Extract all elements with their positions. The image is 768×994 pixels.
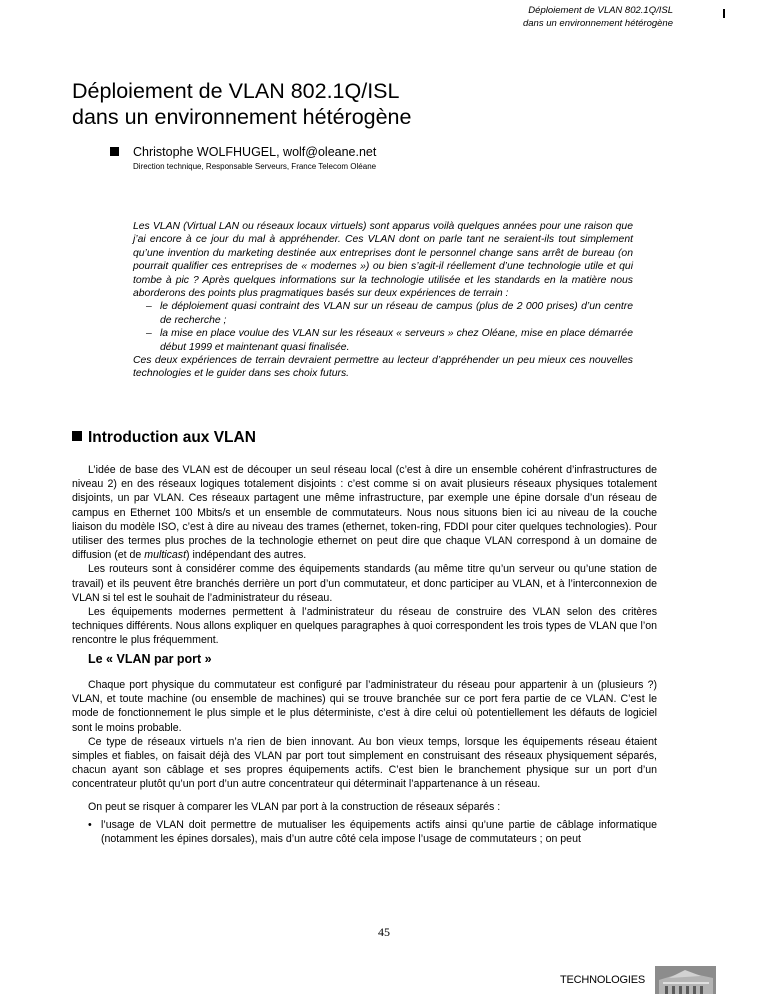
building-logo-icon <box>655 966 716 994</box>
abstract-list-item-text: la mise en place voulue des VLAN sur les réseaux « serveurs » chez Oléane, mise en place démarrée début 1999 et maintenant quasi finalisée. <box>160 328 633 353</box>
list-item-text: l’usage de VLAN doit permettre de mutualiser les équipements actifs ainsi qu’une partie de câblage informatique (notamment les épines dorsales), mais d’un autre côté cela impose l’usage de commutateurs ; on peut <box>101 819 657 846</box>
paper-title-line-1: Déploiement de VLAN 802.1Q/ISL <box>72 79 400 103</box>
paragraph: Chaque port physique du commutateur est configuré par l’administrateur du réseau pour appartenir à un (plusieurs ?) VLAN, et toute machine (ou ensemble de machines) qui se trouve branchée sur ce port fera partie de ce VLAN. C’est le mode de fonctionnement le plus simple et le plus déterministe, c’est à dire celui où potentiellement les défauts de logiciel sont le moins probable. <box>72 679 657 734</box>
running-head-line-1: Déploiement de VLAN 802.1Q/ISL <box>528 5 673 16</box>
abstract <box>133 220 633 381</box>
running-head <box>393 4 673 30</box>
abstract-list <box>133 300 633 354</box>
abstract-conclusion: Ces deux expériences de terrain devraient permettre au lecteur d’appréhender un peu mieux ces nouvelles technologies et le guider dans ses choix futurs. <box>133 355 633 380</box>
dash-icon: – <box>146 301 152 313</box>
dash-icon: – <box>146 328 152 340</box>
author-name: Christophe WOLFHUGEL, wolf@oleane.net <box>133 145 377 159</box>
section-heading <box>72 429 256 447</box>
abstract-intro: Les VLAN (Virtual LAN ou réseaux locaux virtuels) sont apparus voilà quelques années pour une raison que j’ai encore à ce jour du mal à appréhender. Ces VLAN dont on parle tant ne seraient-ils tout simplement qu’une invention du marketing destinée aux entreprises dont le personnel change sans arrêt de bureau (on pourrait qualifier ces entreprises de « modernes ») ou bien s’agit-il réellement d’une technologie utile et qui tombe à pic ? Après quelques informations sur la technologie utilisée et les standards en la matière nous aborderons des points plus pragmatiques basés sur deux expériences de terrain : <box>133 221 633 300</box>
list-item <box>72 818 657 846</box>
section-heading-text: Introduction aux VLAN <box>88 429 256 446</box>
abstract-list-item-text: le déploiement quasi contraint des VLAN sur un réseau de campus (plus de 2 000 prises) d’un centre de recherche ; <box>160 301 633 326</box>
running-head-line-2: dans un environnement hétérogène <box>522 18 673 29</box>
paper-title-line-2: dans un environnement hétérogène <box>72 105 412 129</box>
author-affiliation: Direction technique, Responsable Serveurs, France Telecom Oléane <box>133 162 377 171</box>
paragraph <box>72 463 657 562</box>
paragraph-text: L’idée de base des VLAN est de découper un seul réseau local (c’est à dire un ensemble cohérent d’infrastructures de niveau 2) en des réseaux logiques totalement disjoints : c’est comme si on avait plusieurs réseaux physiques totalement disjoints, un par VLAN. Ces réseaux partagent une même infrastructure, par exemple une épine dorsale d’un réseau de campus en Ethernet 100 Mbits/s et un ensemble de commutateurs. Nous nous situons bien ici au niveau de la couche liaison du modèle ISO, c’est à dire au niveau des trames (ethernet, token-ring, FDDI pour citer quelques technologies). Pour utiliser des termes plus proches de la technologie ethernet on peut dire que chaque VLAN correspond à un domaine de diffusion (et de <box>72 464 657 562</box>
footer-label: TECHNOLOGIES <box>560 974 646 986</box>
footer-logo <box>655 966 716 994</box>
subsection-body <box>72 678 657 792</box>
square-bullet-icon <box>72 431 82 441</box>
subsection-heading: Le « VLAN par port » <box>88 652 212 666</box>
paragraph: Les routeurs sont à considérer comme des équipements standards (au même titre qu’un serveur ou qu’une station de travail) et ils peuvent être branchés derrière un port d’un commutateur, et donc participer au VLAN, et à l’interconnexion de VLAN si tel est le souhait de l’administrateur du réseau. <box>72 563 657 604</box>
abstract-list-item <box>133 300 633 327</box>
emphasis-text: multicast <box>144 549 187 562</box>
square-bullet-icon <box>110 147 119 156</box>
paper-title <box>72 78 692 130</box>
comparison-list <box>72 800 657 847</box>
paragraph: On peut se risquer à comparer les VLAN par port à la construction de réseaux séparés : <box>88 801 501 813</box>
abstract-list-item <box>133 327 633 354</box>
page-number: 45 <box>378 925 390 939</box>
page-edge-mark <box>723 9 725 18</box>
paragraph: Ce type de réseaux virtuels n’a rien de bien innovant. Au bon vieux temps, lorsque les équipements réseau étaient simples et fiables, on faisait déjà des VLAN par port tout simplement en construisant des réseaux physiquement séparés, chacun ayant son câblage et ses propres équipements actifs. C’est bien le branchement physique sur un port d’un concentrateur plutôt qu’un port d’un autre concentrateur qui déterminait l’appartenance à un réseau. <box>72 735 657 791</box>
section-body <box>72 463 657 648</box>
paragraph-text: ) indépendant des autres. <box>186 549 307 562</box>
paragraph: Les équipements modernes permettent à l’administrateur du réseau de construire des VLAN selon des critères techniques différents. Nous allons expliquer en quelques paragraphes à quoi correspondent les trois types de VLAN que l’on rencontre le plus fréquemment. <box>72 606 657 647</box>
bullet-dot-icon: • <box>88 819 92 832</box>
